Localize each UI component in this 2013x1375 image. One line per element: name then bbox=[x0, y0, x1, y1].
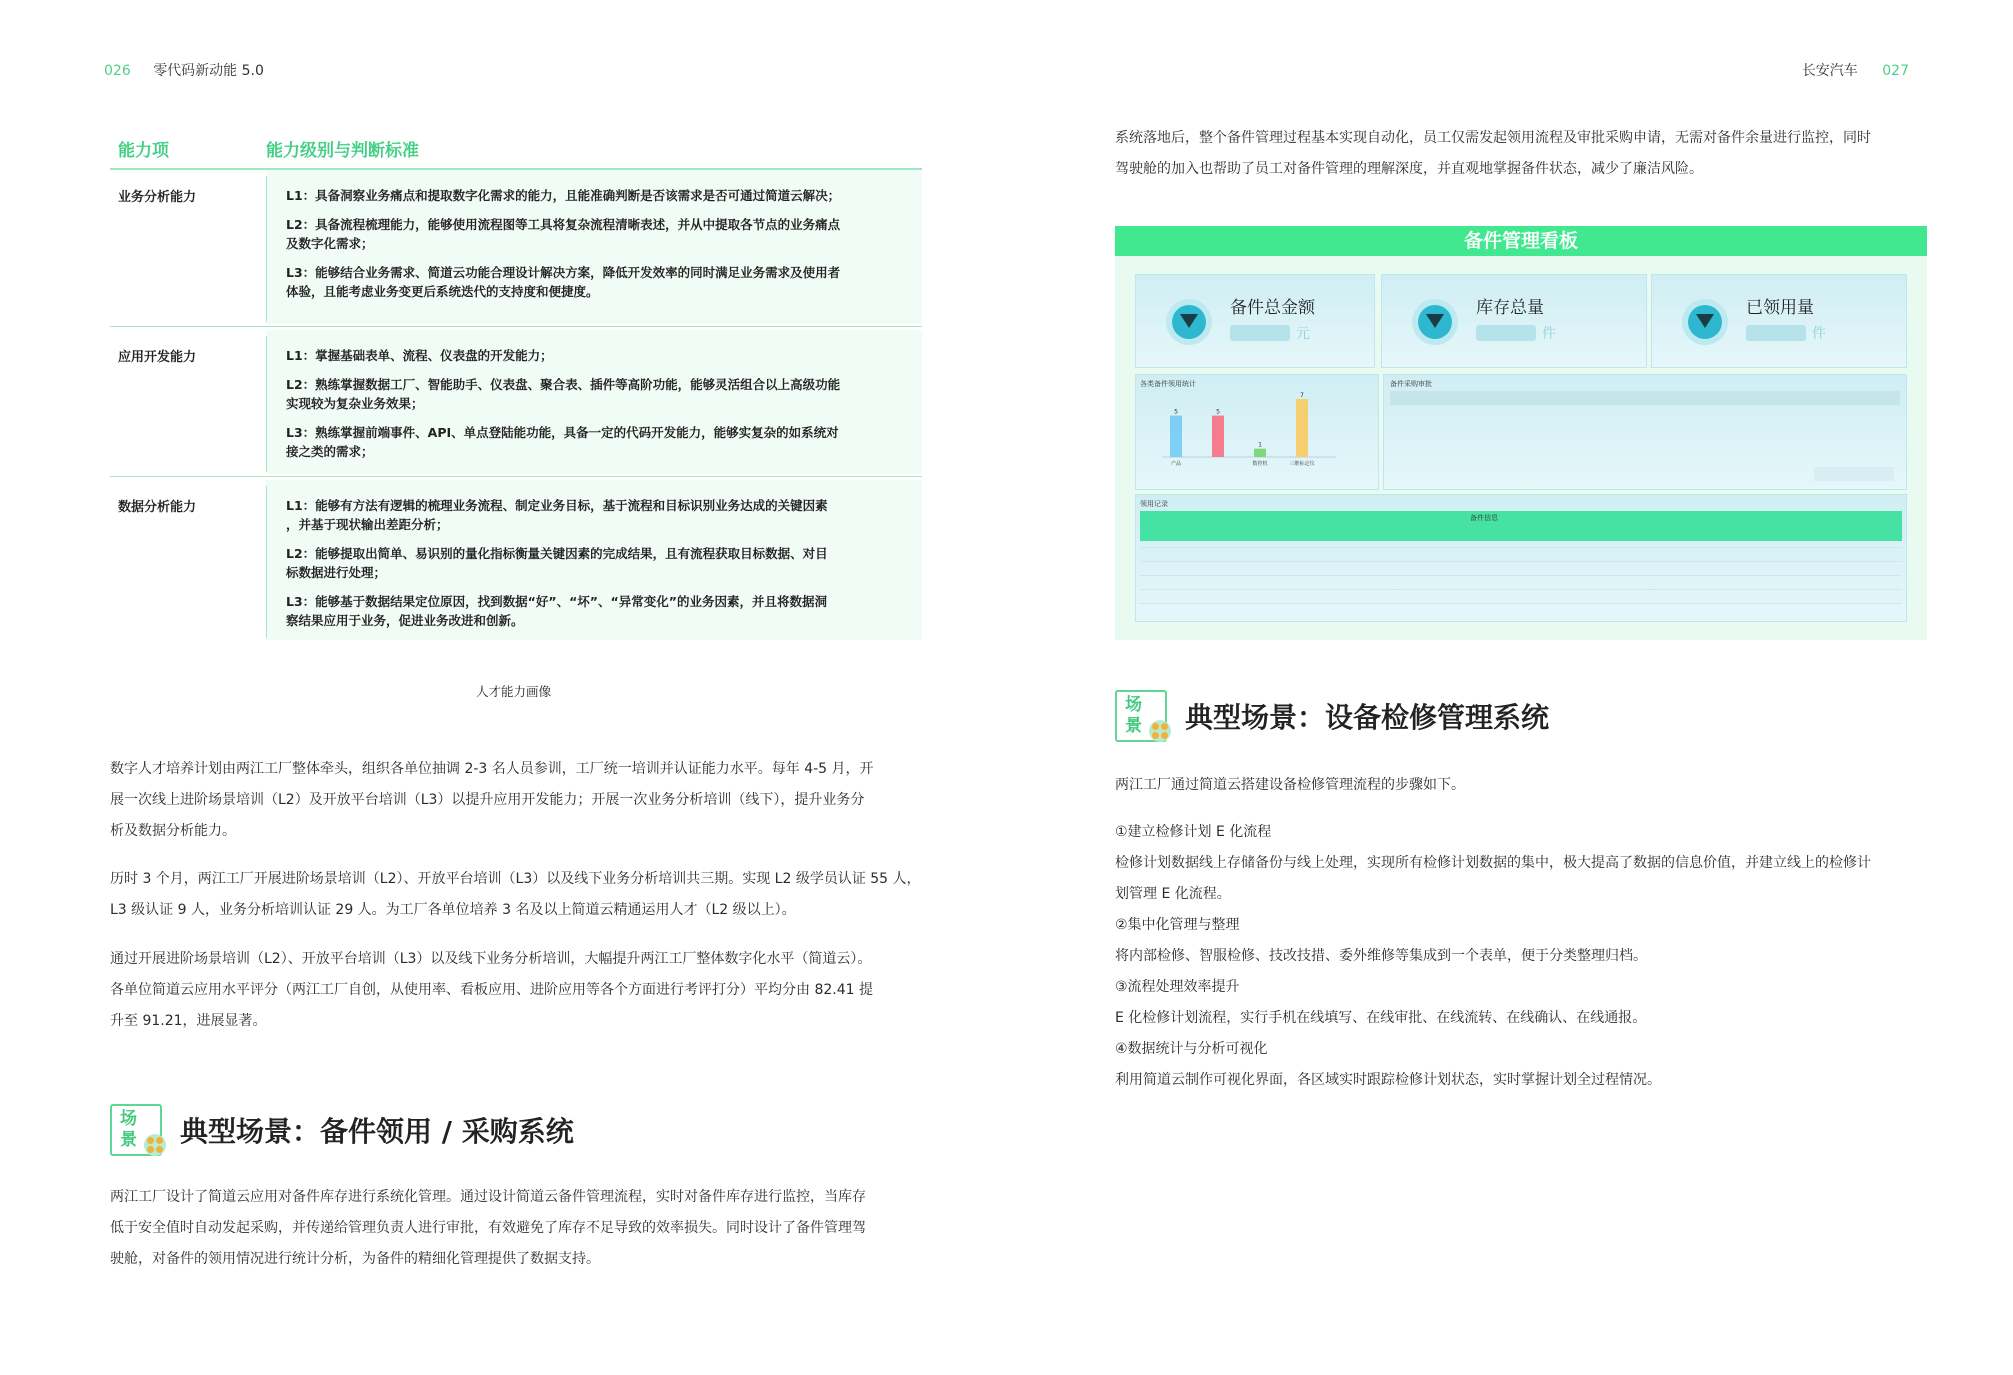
table-row bbox=[1140, 561, 1902, 562]
step-heading: ①建立检修计划 E 化流程 bbox=[1115, 824, 1272, 840]
section-title: 典型场景：备件领用 / 采购系统 bbox=[180, 1115, 574, 1148]
dashboard-title: 备件管理看板 bbox=[1115, 226, 1927, 256]
table-caption: 人才能力画像 bbox=[476, 684, 552, 699]
bar-value-label: 5 bbox=[1216, 408, 1220, 416]
category-label: 三维标定仪 bbox=[1289, 461, 1315, 467]
page-header-right bbox=[1802, 60, 1909, 80]
page-number-right: 027 bbox=[1882, 63, 1909, 79]
step-heading: ④数据统计与分析可视化 bbox=[1115, 1041, 1268, 1057]
page-header-left bbox=[104, 60, 264, 80]
body-paragraph: 通过开展进阶场景培训（L2）、开放平台培训（L3）以及线下业务分析培训，大幅提升两江工厂整体数字化水平（简道云）。 各单位简道云应用水平评分（两江工厂自创，从使用率、看板应用、进阶应用等各个方面进行考评打分）平均分由 82.41 提 升至 91.21，进展显著。 bbox=[110, 951, 873, 1029]
table-row bbox=[110, 480, 922, 646]
bar-chart bbox=[1136, 387, 1380, 491]
step-text: 检修计划数据线上存储备份与线上处理，实现所有检修计划数据的集中，极大提高了数据的信息价值，并建立线上的检修计 bbox=[1115, 855, 1871, 871]
pagination[interactable] bbox=[1814, 467, 1894, 481]
section2-steps bbox=[1115, 817, 1927, 1096]
criteria-list bbox=[286, 346, 906, 471]
criteria-list bbox=[286, 496, 906, 640]
ability-table bbox=[110, 128, 922, 646]
section-heading-spare-parts bbox=[110, 1104, 574, 1156]
section-heading-maintenance bbox=[1115, 690, 1549, 742]
criteria-item: L2：熟练掌握数据工厂、智能助手、仪表盘、聚合表、插件等高阶功能，能够灵活组合以上高级功能 实现较为复杂业务效果； bbox=[286, 377, 841, 411]
table-row bbox=[110, 170, 922, 330]
step-text: E 化检修计划流程，实行手机在线填写、在线审批、在线流转、在线确认、在线通报。 bbox=[1115, 1010, 1647, 1026]
chart-panel bbox=[1135, 374, 1379, 490]
table-row bbox=[1140, 575, 1902, 576]
table-body bbox=[110, 170, 922, 646]
kpi-card bbox=[1135, 274, 1375, 368]
scene-badge: 场 景 bbox=[110, 1104, 162, 1156]
clover-icon bbox=[1149, 720, 1171, 742]
records-title: 领用记录 bbox=[1140, 500, 1168, 508]
step-heading: ③流程处理效率提升 bbox=[1115, 979, 1240, 995]
kpi-card bbox=[1651, 274, 1907, 368]
category-label: 产品 bbox=[1170, 461, 1182, 467]
criteria-item: L1：能够有方法有逻辑的梳理业务流程、制定业务目标，基于流程和目标识别业务达成的关键因素 ，并基于现状输出差距分析； bbox=[286, 498, 828, 532]
kpi-value-blurred bbox=[1746, 325, 1806, 341]
criteria-item: L3：能够结合业务需求、简道云功能合理设计解决方案，降低开发效率的同时满足业务需求及使用者 体验，且能考虑业务变更后系统迭代的支持度和便捷度。 bbox=[286, 265, 841, 299]
table-row bbox=[110, 330, 922, 480]
chart-bar bbox=[1170, 416, 1182, 457]
section1-paragraph: 两江工厂设计了简道云应用对备件库存进行系统化管理。通过设计简道云备件管理流程，实时对备件库存进行监控，当库存 低于安全值时自动发起采购，并传递给管理负责人进行审批，有效避免了库存不足导致的效率损失。同时设计了备件管理驾 驶舱，对备件的领用情况进行统计分析，为备件的精细化管理提供了数据支持。 bbox=[110, 1189, 866, 1267]
chart-title: 各类备件领用统计 bbox=[1140, 380, 1196, 388]
criteria-item: L2：具备流程梳理能力，能够使用流程图等工具将复杂流程清晰表述，并从中提取各节点的业务痛点 及数字化需求； bbox=[286, 217, 841, 251]
criteria-item: L1：掌握基础表单、流程、仪表盘的开发能力； bbox=[286, 348, 553, 363]
criteria-list bbox=[286, 186, 906, 311]
section-title: 典型场景：设备检修管理系统 bbox=[1185, 701, 1550, 734]
book-title: 零代码新动能 5.0 bbox=[153, 63, 264, 79]
table-row bbox=[1140, 589, 1902, 590]
records-table-head: 备件信息 bbox=[1140, 511, 1902, 541]
table-row bbox=[1140, 603, 1902, 604]
bar-value-label: 5 bbox=[1174, 408, 1178, 416]
kpi-label: 已领用量 bbox=[1746, 298, 1814, 318]
company-name: 长安汽车 bbox=[1801, 63, 1858, 79]
kpi-card bbox=[1381, 274, 1647, 368]
criteria-item: L1：具备洞察业务痛点和提取数字化需求的能力，且能准确判断是否该需求是否可通过简道云解决； bbox=[286, 188, 841, 203]
ability-label: 业务分析能力 bbox=[118, 190, 197, 205]
chart-bar bbox=[1296, 399, 1308, 457]
kpi-label: 备件总金额 bbox=[1230, 298, 1315, 318]
kpi-unit: 件 bbox=[1542, 326, 1556, 342]
dashboard-screenshot bbox=[1115, 226, 1927, 640]
step-heading: ②集中化管理与整理 bbox=[1115, 917, 1240, 933]
criteria-item: L2：能够提取出简单、易识别的量化指标衡量关键因素的完成结果，且有流程获取目标数据、对目 标数据进行处理； bbox=[286, 546, 828, 580]
diamond-icon bbox=[1688, 305, 1722, 339]
bar-value-label: 1 bbox=[1258, 441, 1262, 449]
body-paragraph: 数字人才培养计划由两江工厂整体牵头，组织各单位抽调 2-3 名人员参训，工厂统一培训并认证能力水平。每年 4-5 月，开 展一次线上进阶场景培训（L2）及开放平台培训（L3）以提升应用开发能力；开展一次业务分析培训（线下），提升业务分 析及数据分析能力。 bbox=[110, 761, 874, 839]
table-header-criteria: 能力级别与判断标准 bbox=[266, 141, 419, 161]
criteria-item: L3：能够基于数据结果定位原因，找到数据“好”、“坏”、“异常变化”的业务因素，并且将数据洞 察结果应用于业务，促进业务改进和创新。 bbox=[286, 594, 827, 628]
category-label: 数控机 bbox=[1252, 461, 1268, 467]
kpi-value-blurred bbox=[1230, 325, 1290, 341]
diamond-icon bbox=[1418, 305, 1452, 339]
section2-intro: 两江工厂通过简道云搭建设备检修管理流程的步骤如下。 bbox=[1115, 777, 1465, 793]
scene-badge: 场 景 bbox=[1115, 690, 1167, 742]
diamond-icon bbox=[1172, 305, 1206, 339]
right-intro-paragraph: 系统落地后，整个备件管理过程基本实现自动化，员工仅需发起领用流程及审批采购申请，无需对备件余量进行监控，同时 驾驶舱的加入也帮助了员工对备件管理的理解深度，并直观地掌握备件状态，减少了廉洁风险。 bbox=[1115, 130, 1871, 177]
chart-bar bbox=[1254, 449, 1266, 457]
ability-label: 应用开发能力 bbox=[118, 350, 197, 365]
kpi-unit: 元 bbox=[1296, 326, 1310, 342]
step-text: 将内部检修、智服检修、技改技措、委外维修等集成到一个表单，便于分类整理归档。 bbox=[1115, 948, 1647, 964]
approval-panel bbox=[1383, 374, 1907, 490]
body-paragraph: 历时 3 个月，两江工厂开展进阶场景培训（L2）、开放平台培训（L3）以及线下业务分析培训共三期。实现 L2 级学员认证 55 人， L3 级认证 9 人，业务分析培训认证 29 人。为工厂各单位培养 3 名及以上简道云精通运用人才（L2 级以上）。 bbox=[110, 871, 921, 918]
table-row bbox=[1140, 547, 1902, 548]
step-text: 利用简道云制作可视化界面，各区域实时跟踪检修计划状态，实时掌握计划全过程情况。 bbox=[1115, 1072, 1661, 1088]
table-header-ability: 能力项 bbox=[118, 141, 169, 161]
step-text: 划管理 E 化流程。 bbox=[1115, 886, 1231, 902]
kpi-unit: 件 bbox=[1812, 326, 1826, 342]
chart-bar bbox=[1212, 416, 1224, 457]
kpi-value-blurred bbox=[1476, 325, 1536, 341]
kpi-label: 库存总量 bbox=[1476, 298, 1544, 318]
page-number-left: 026 bbox=[104, 63, 131, 79]
criteria-item: L3：熟练掌握前端事件、API、单点登陆能功能，具备一定的代码开发能力，能够实复杂的如系统对 接之类的需求； bbox=[286, 425, 839, 459]
ability-label: 数据分析能力 bbox=[118, 500, 197, 515]
records-panel bbox=[1135, 494, 1907, 622]
approval-title: 备件采购审批 bbox=[1390, 380, 1432, 388]
bar-value-label: 7 bbox=[1300, 392, 1304, 399]
clover-icon bbox=[144, 1134, 166, 1156]
